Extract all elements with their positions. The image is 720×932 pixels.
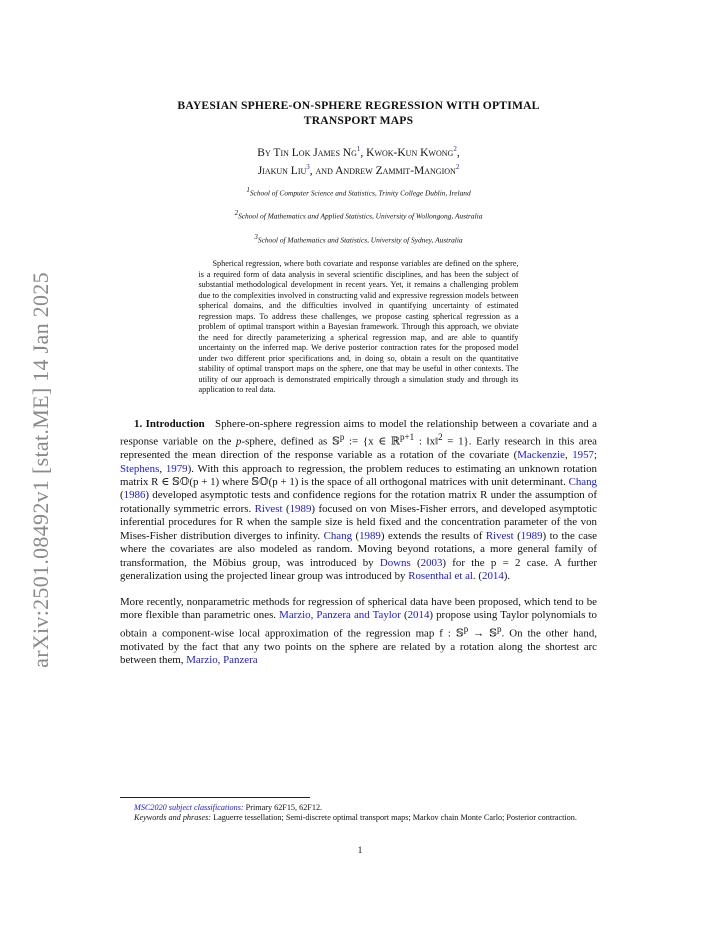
author-3: Jiakun Liu: [257, 164, 307, 177]
page-number: 1: [357, 846, 363, 856]
citation-link[interactable]: Rosenthal et al.: [408, 570, 476, 583]
keywords-label: Keywords and phrases:: [134, 813, 212, 823]
abstract: Spherical regression, where both covariate and response variables are defined on the sphere, is a required form of data analysis in several scientific disciplines, and has been the subject of substantial methodological development in recent years. Yet, it remains a challenging problem due to the complexities involved in constructing valid and expressive regression models between spherical domains, and the difficulties involved in quantifying uncertainty of estimated regression maps. To address these challenges, we propose casting spherical regression as a problem of optimal transport within a Bayesian framework. Through this approach, we obviate the need for directly parameterizing a spherical regression map, and are able to quantify uncertainty on the inferred map. We derive posterior contraction rates for the proposed model under two different prior specifications and, in doing so, obtain a result on the quantitative stability of optimal transport maps on the sphere, one that may be useful in other contexts. The utility of our approach is demonstrated empirically through a simulation study and through its application to real data.: [198, 259, 519, 395]
intro-paragraph-2: [120, 596, 597, 668]
footnotes: [120, 803, 597, 823]
paper-page: [120, 98, 597, 668]
citation-link[interactable]: 1979: [165, 462, 188, 475]
text-run: = 1}. Early research in this area represented the mean direction of the response variable as a rotation of the covariate (: [120, 435, 597, 462]
text-run: -sphere, defined as 𝕊: [241, 435, 340, 448]
citation-link[interactable]: 1989: [289, 502, 312, 515]
text-run: Sphere-on-sphere regression aims to model the relationship between a covariate and a response variable on the: [120, 417, 597, 448]
text-run: ).: [503, 570, 511, 583]
keywords-footnote: [120, 813, 597, 823]
math-sup: p: [496, 623, 502, 634]
author-4: Andrew Zammit-Mangion: [335, 164, 456, 177]
citation-link[interactable]: Downs: [379, 556, 411, 569]
text-run: ) to the case where the covariates are also modeled as random. Moving beyond rotations, a more general family of transformation, the Möbius group, was introduced by: [120, 529, 597, 569]
citation-link[interactable]: 2003: [420, 556, 443, 569]
text-run: ;: [593, 449, 597, 462]
author-sep: , and: [309, 164, 336, 177]
arxiv-identifier-stamp: [24, 250, 58, 690]
affiliation-3-marker: 3: [254, 232, 258, 241]
keywords-value: Laguerre tessellation; Semi-discrete optimal transport maps; Markov chain Monte Carlo; Posterior contraction.: [211, 813, 577, 823]
author-3-affil-link[interactable]: 3: [306, 162, 310, 171]
text-run: (: [120, 489, 124, 502]
affiliation-1: [120, 186, 597, 197]
citation-link[interactable]: 1957: [572, 449, 594, 462]
affiliation-2-text: School of Mathematics and Applied Statistics, University of Wollongong, Australia: [238, 211, 483, 221]
paper-title: [120, 98, 597, 128]
author-2-affil-link[interactable]: 2: [453, 145, 457, 153]
citation-link[interactable]: Rivest: [254, 502, 283, 515]
citation-link[interactable]: 2014: [482, 570, 504, 583]
msc-footnote: [120, 803, 597, 813]
title-line-1: BAYESIAN SPHERE-ON-SPHERE REGRESSION WITH OPTIMAL: [177, 99, 540, 112]
citation-link[interactable]: Mackenzie: [517, 449, 566, 462]
citation-link[interactable]: 1989: [359, 529, 381, 542]
text-run: ) developed asymptotic tests and confidence regions for the rotation matrix R under the assumption of rotationally symmetric errors.: [120, 489, 597, 515]
text-run: ) extends the results of: [380, 529, 486, 542]
text-run: . On the other hand, motivated by the fact that any two points on the sphere are related by a rotation along the shortest arc between them,: [120, 627, 597, 667]
author-by: By: [257, 146, 274, 159]
msc-value: Primary 62F15, 62F12.: [243, 803, 323, 812]
intro-paragraph-1: [120, 418, 597, 584]
section-number: 1.: [134, 417, 143, 430]
text-run: (: [400, 609, 408, 622]
citation-link[interactable]: Marzio, Panzera and Taylor: [279, 609, 401, 622]
affiliation-3-text: School of Mathematics and Statistics, University of Sydney, Australia: [257, 235, 463, 245]
text-run: ,: [565, 449, 573, 462]
author-sep: ,: [360, 146, 367, 159]
introduction-section: [120, 418, 597, 668]
text-run: ) focused on von Mises-Fisher errors, and developed asymptotic inferential procedures for R when the sample size is held fixed and the concentration parameter of the von Mises-Fisher distribution diverges to infinity.: [120, 502, 598, 542]
text-run: More recently, nonparametric methods for regression of spherical data have been proposed, which tend to be more flexible than parametric ones.: [120, 595, 597, 622]
msc-classification-link[interactable]: MSC2020 subject classifications:: [134, 803, 244, 812]
citation-link[interactable]: Chang: [568, 476, 597, 488]
citation-link[interactable]: 2014: [407, 609, 430, 622]
affiliation-1-text: School of Computer Science and Statistics, Trinity College Dublin, Ireland: [249, 188, 471, 198]
author-1: Tin Lok James Ng: [273, 146, 357, 159]
text-run: (: [352, 529, 360, 542]
author-sep: ,: [456, 146, 460, 159]
footnote-divider: [120, 797, 310, 798]
affiliation-2-marker: 2: [234, 209, 239, 218]
citation-link[interactable]: Stephens: [120, 462, 160, 475]
author-2: Kwok-Kun Kwong: [366, 146, 454, 159]
author-list: [120, 142, 597, 178]
affiliation-2: [120, 209, 597, 220]
text-run: → 𝕊: [468, 627, 497, 640]
math-sup: p+1: [399, 432, 415, 443]
text-run: (: [513, 529, 521, 542]
math-p: p: [236, 435, 242, 448]
section-title: Introduction: [145, 417, 205, 430]
text-run: := {x ∈ ℝ: [344, 435, 400, 448]
math-sup: p: [463, 623, 469, 634]
text-run: (: [282, 502, 290, 515]
citation-link[interactable]: 1986: [123, 489, 146, 502]
citation-link[interactable]: 1989: [520, 529, 543, 542]
text-run: (: [410, 556, 421, 569]
citation-link[interactable]: Rivest: [485, 529, 514, 542]
math-sup: p: [339, 432, 345, 443]
text-run: (: [475, 570, 483, 583]
author-4-affil-link[interactable]: 2: [455, 162, 460, 171]
text-run: : ‖x‖: [414, 435, 439, 448]
arxiv-stamp-text: arXiv:2501.08492v1 [stat.ME] 14 Jan 2025: [28, 272, 54, 668]
text-run: ) for the p = 2 case. A further generalization using the projected linear group was introduced by: [120, 556, 597, 583]
citation-link[interactable]: Chang: [323, 529, 353, 542]
text-run: ,: [159, 462, 166, 475]
math-sup: 2: [438, 432, 443, 443]
affiliation-1-marker: 1: [246, 185, 250, 194]
title-line-2: TRANSPORT MAPS: [303, 114, 414, 127]
citation-link[interactable]: Marzio, Panzera: [186, 654, 258, 667]
author-1-affil-link[interactable]: 1: [356, 145, 361, 153]
text-run: ). With this approach to regression, the problem reduces to estimating an unknown rotation matrix R ∈ 𝕊𝕆(p + 1) where 𝕊𝕆(p + 1) is the space of all orthogonal matrices with unit determinant.: [120, 462, 598, 488]
affiliation-3: [120, 233, 597, 244]
text-run: ) propose using Taylor polynomials to obtain a component-wise local approximation of the regression map f : 𝕊: [120, 609, 597, 640]
